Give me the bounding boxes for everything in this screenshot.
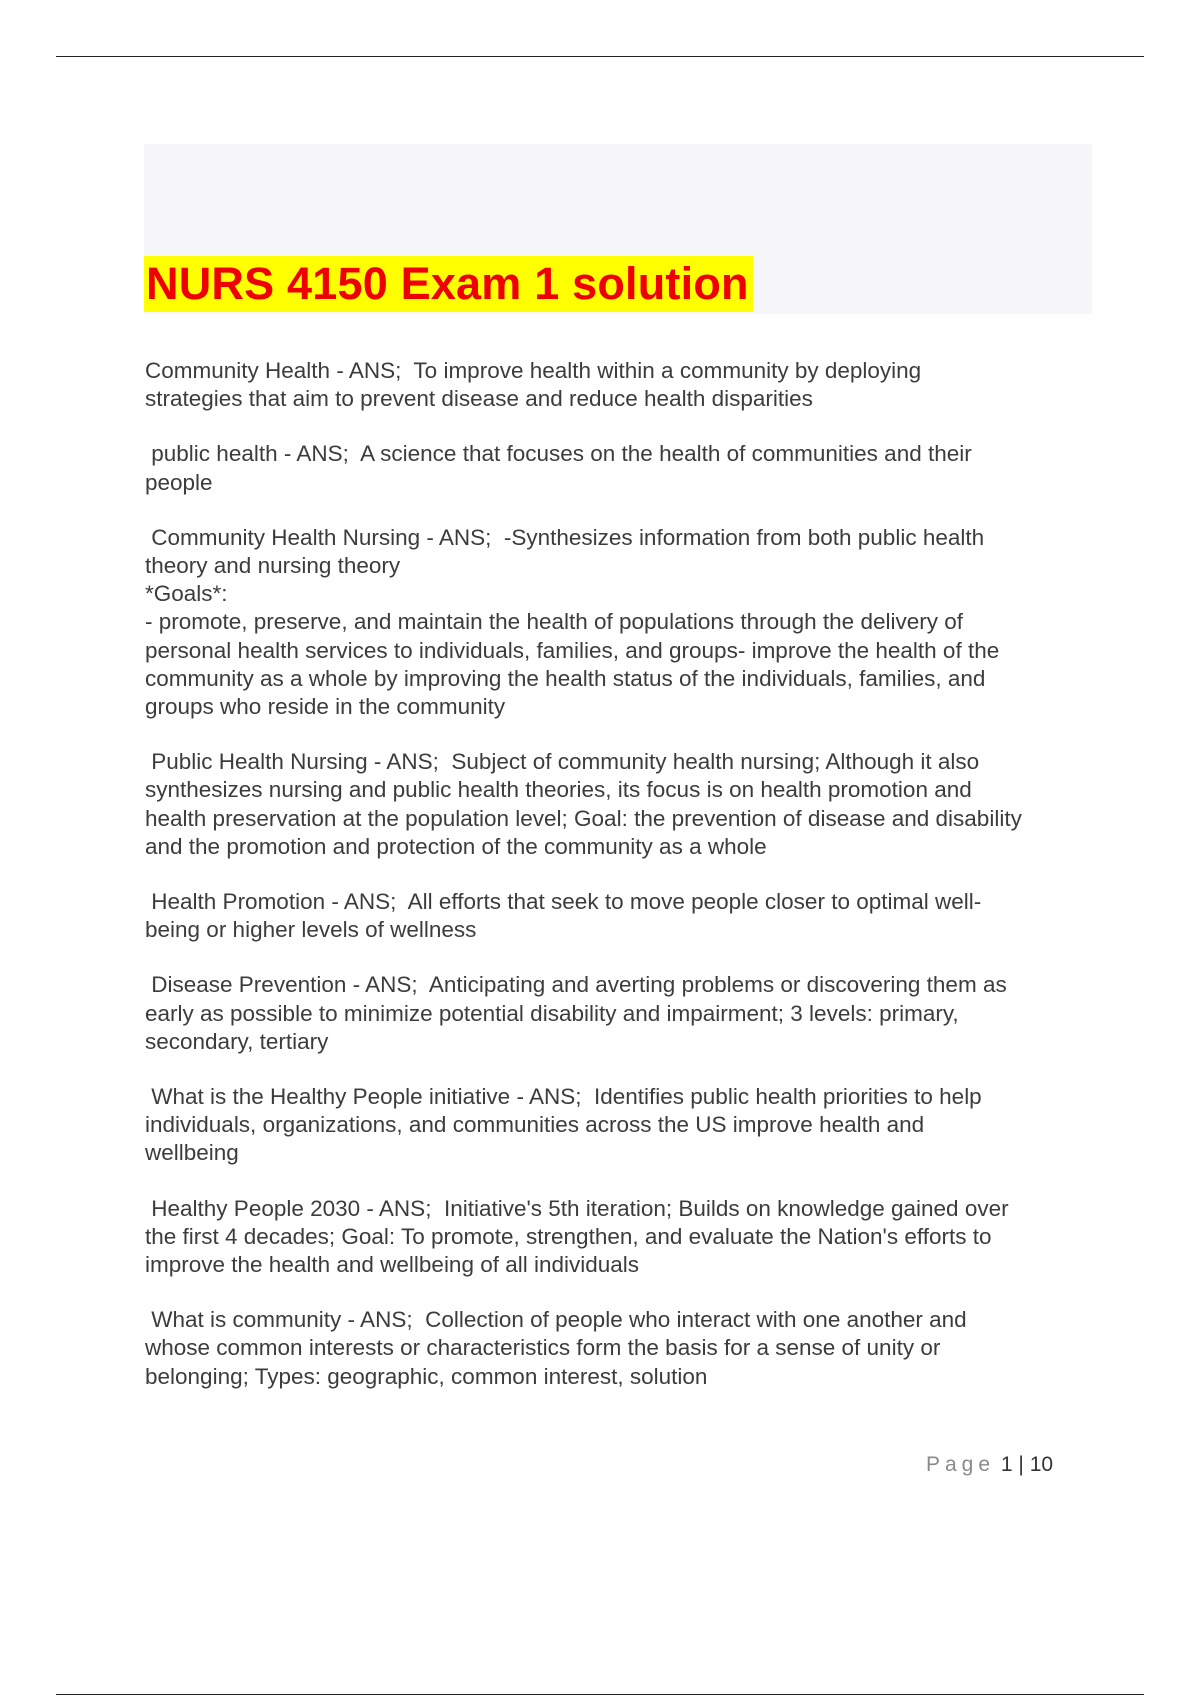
entry-what-is-community: What is community - ANS; Collection of people who interact with one another and whose common interests or characteristics form the basis for a sense of unity or belonging; Types: geographic, common interest, solution xyxy=(145,1307,967,1389)
page-separator: | xyxy=(1018,1453,1024,1476)
entry-healthy-people-2030: Healthy People 2030 - ANS; Initiative's 5th iteration; Builds on knowledge gained over the first 4 decades; Goal: To promote, strengthen, and evaluate the Nation's efforts to improve the health and wellbeing of all individuals xyxy=(145,1195,1009,1278)
entry-disease-prevention: Disease Prevention - ANS; Anticipating and averting problems or discovering them as early as possible to minimize potential disability and impairment; 3 levels: primary, secondary, tertiary xyxy=(145,972,1007,1054)
page-current: 1 xyxy=(1000,1453,1013,1476)
document-title: NURS 4150 Exam 1 solution xyxy=(144,256,753,312)
entry-public-health-nursing: Public Health Nursing - ANS; Subject of community health nursing; Although it also synthesizes nursing and public health theories, its focus is on health promotion and health preservation at the population level; Goal: the prevention of disease and disability and the promotion and protection of the community as a whole xyxy=(145,749,1022,859)
page-word: Page xyxy=(926,1453,996,1476)
entry-list xyxy=(145,357,1095,1418)
entry-public-health: public health - ANS; A science that focuses on the health of communities and their people xyxy=(145,441,972,495)
entry-health-promotion: Health Promotion - ANS; All efforts that seek to move people closer to optimal well- being or higher levels of wellness xyxy=(145,889,982,943)
bottom-rule xyxy=(56,1694,1144,1695)
page-total: 10 xyxy=(1029,1453,1054,1476)
entry-community-health-nursing: Community Health Nursing - ANS; -Synthesizes information from both public health theory and nursing theory *Goals*: - promote, preserve, and maintain the health of populations through the delivery of personal health services to individuals, families, and groups- improve the health of the community as a whole by improving the health status of the individuals, families, and groups who reside in the community xyxy=(145,524,1000,720)
entry-community-health: Community Health - ANS; To improve health within a community by deploying strategies that aim to prevent disease and reduce health disparities xyxy=(145,358,922,412)
page-number xyxy=(926,1453,1053,1477)
entry-healthy-people-initiative: What is the Healthy People initiative - ANS; Identifies public health priorities to help individuals, organizations, and communities across the US improve health and wellbeing xyxy=(145,1084,982,1166)
top-rule xyxy=(56,56,1144,57)
